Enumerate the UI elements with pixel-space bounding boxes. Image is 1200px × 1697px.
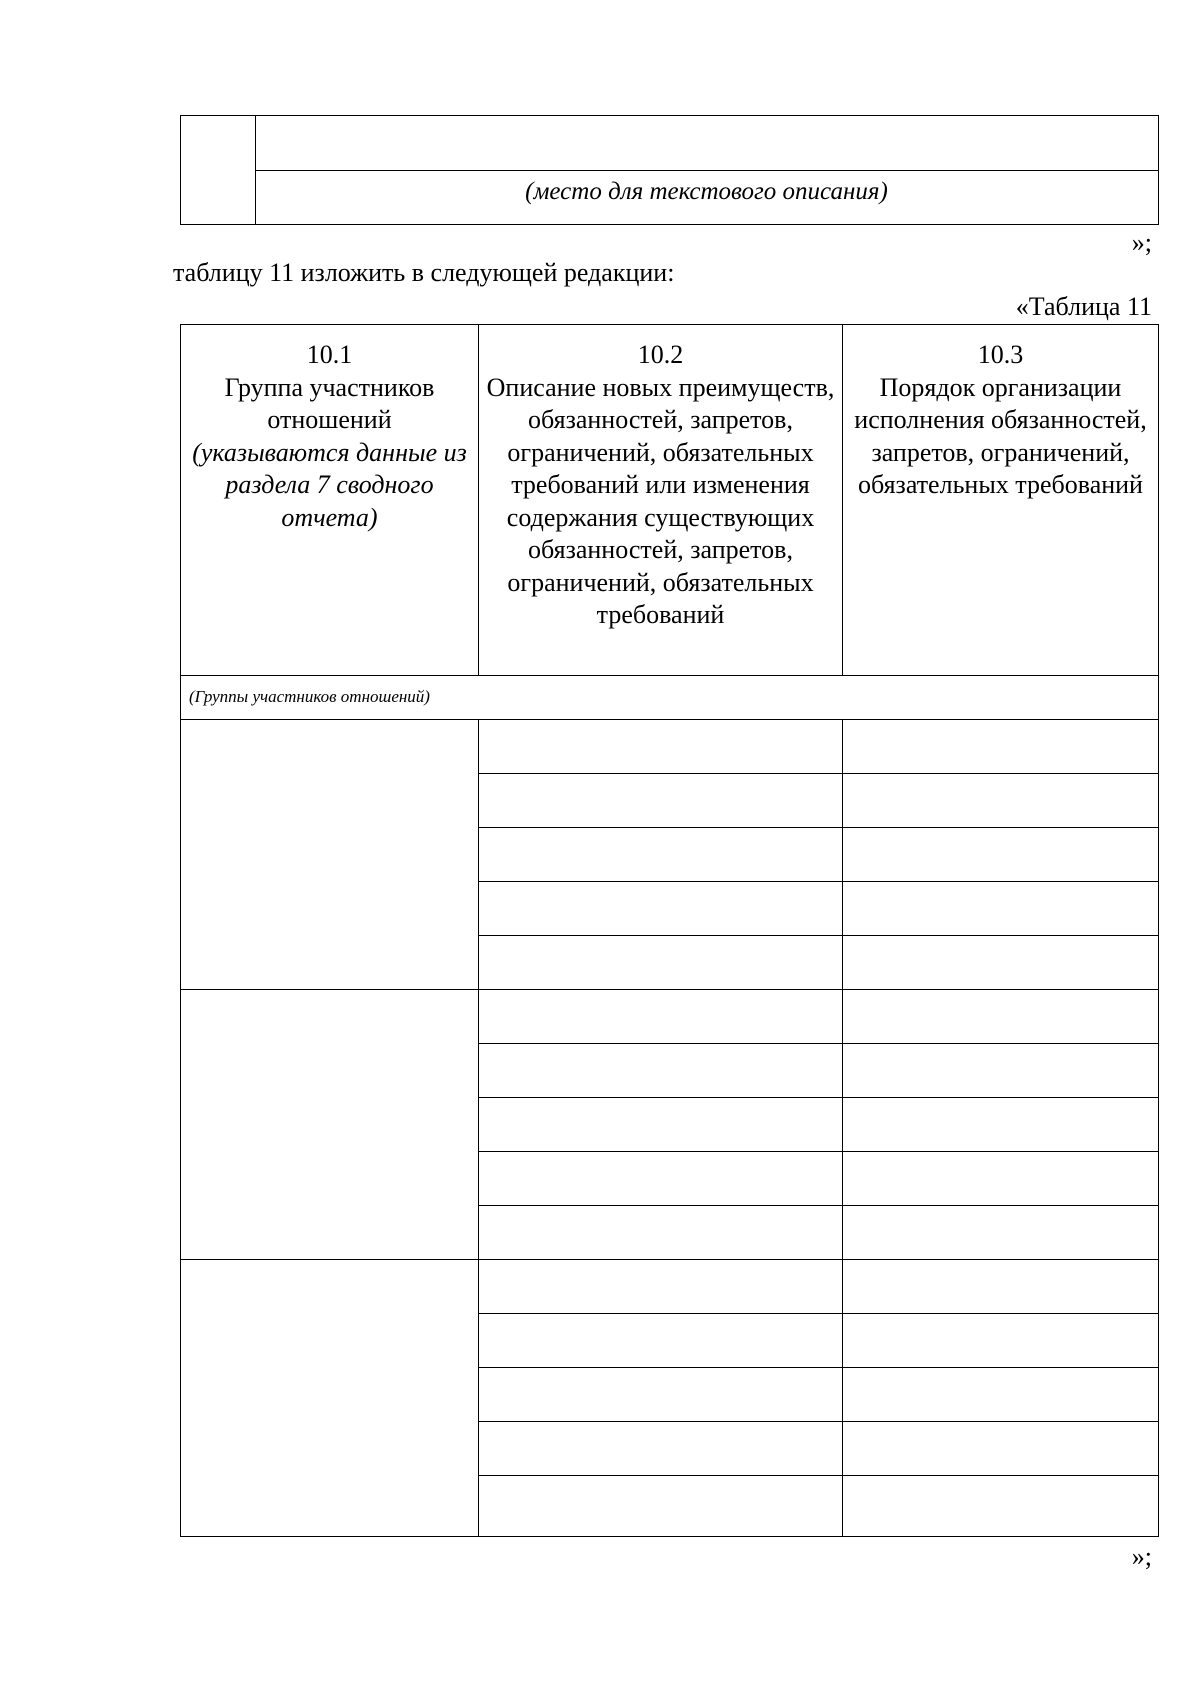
header-bottom-line	[181, 675, 1158, 676]
group-line	[181, 1259, 1158, 1260]
header-number: 10.1	[306, 340, 353, 369]
row-line	[478, 1097, 1158, 1098]
top-table-divider	[255, 170, 1158, 171]
body-col-divider-2	[842, 719, 843, 1536]
top-table-caption: (место для текстового описания)	[525, 178, 888, 205]
top-table	[180, 115, 1159, 225]
top-table-number-cell	[181, 116, 256, 224]
intro-text: таблицу 11 изложить в следующей редакции:	[173, 258, 675, 287]
row-line	[478, 1151, 1158, 1152]
row-line	[478, 881, 1158, 882]
header-cell-10-1	[181, 339, 478, 534]
row-line	[478, 935, 1158, 936]
closing-mark-2: »;	[1131, 1542, 1152, 1571]
row-line	[478, 827, 1158, 828]
row-line	[478, 1421, 1158, 1422]
header-number: 10.2	[637, 340, 684, 369]
header-title: Группа участников отношений	[224, 372, 435, 434]
closing-mark-1: »;	[1131, 228, 1152, 257]
table-label: «Таблица 11	[1015, 292, 1152, 321]
group-line	[181, 989, 1158, 990]
header-cell-10-2	[479, 339, 842, 632]
header-cell-10-3	[843, 339, 1158, 502]
group-caption: (Группы участников отношений)	[189, 687, 430, 706]
header-title: Порядок организации исполнения обязанностей, запретов, ограничений, обязательных требований	[854, 372, 1147, 499]
row-line	[478, 1313, 1158, 1314]
row-line	[478, 1475, 1158, 1476]
row-line	[478, 773, 1158, 774]
main-table	[180, 324, 1159, 1537]
row-line	[478, 1367, 1158, 1368]
row-line	[478, 1043, 1158, 1044]
header-title: Описание новых преимуществ, обязанностей, запретов, ограничений, обязательных требований или изменения содержания существующих обязанностей, запретов, ограничений, обязательных требований	[486, 372, 835, 629]
group-caption-bottom-line	[181, 719, 1158, 720]
header-note: (указываются данные из раздела 7 сводного отчета)	[192, 437, 467, 532]
header-number: 10.3	[977, 340, 1024, 369]
body-col-divider-1	[478, 719, 479, 1536]
row-line	[478, 1205, 1158, 1206]
